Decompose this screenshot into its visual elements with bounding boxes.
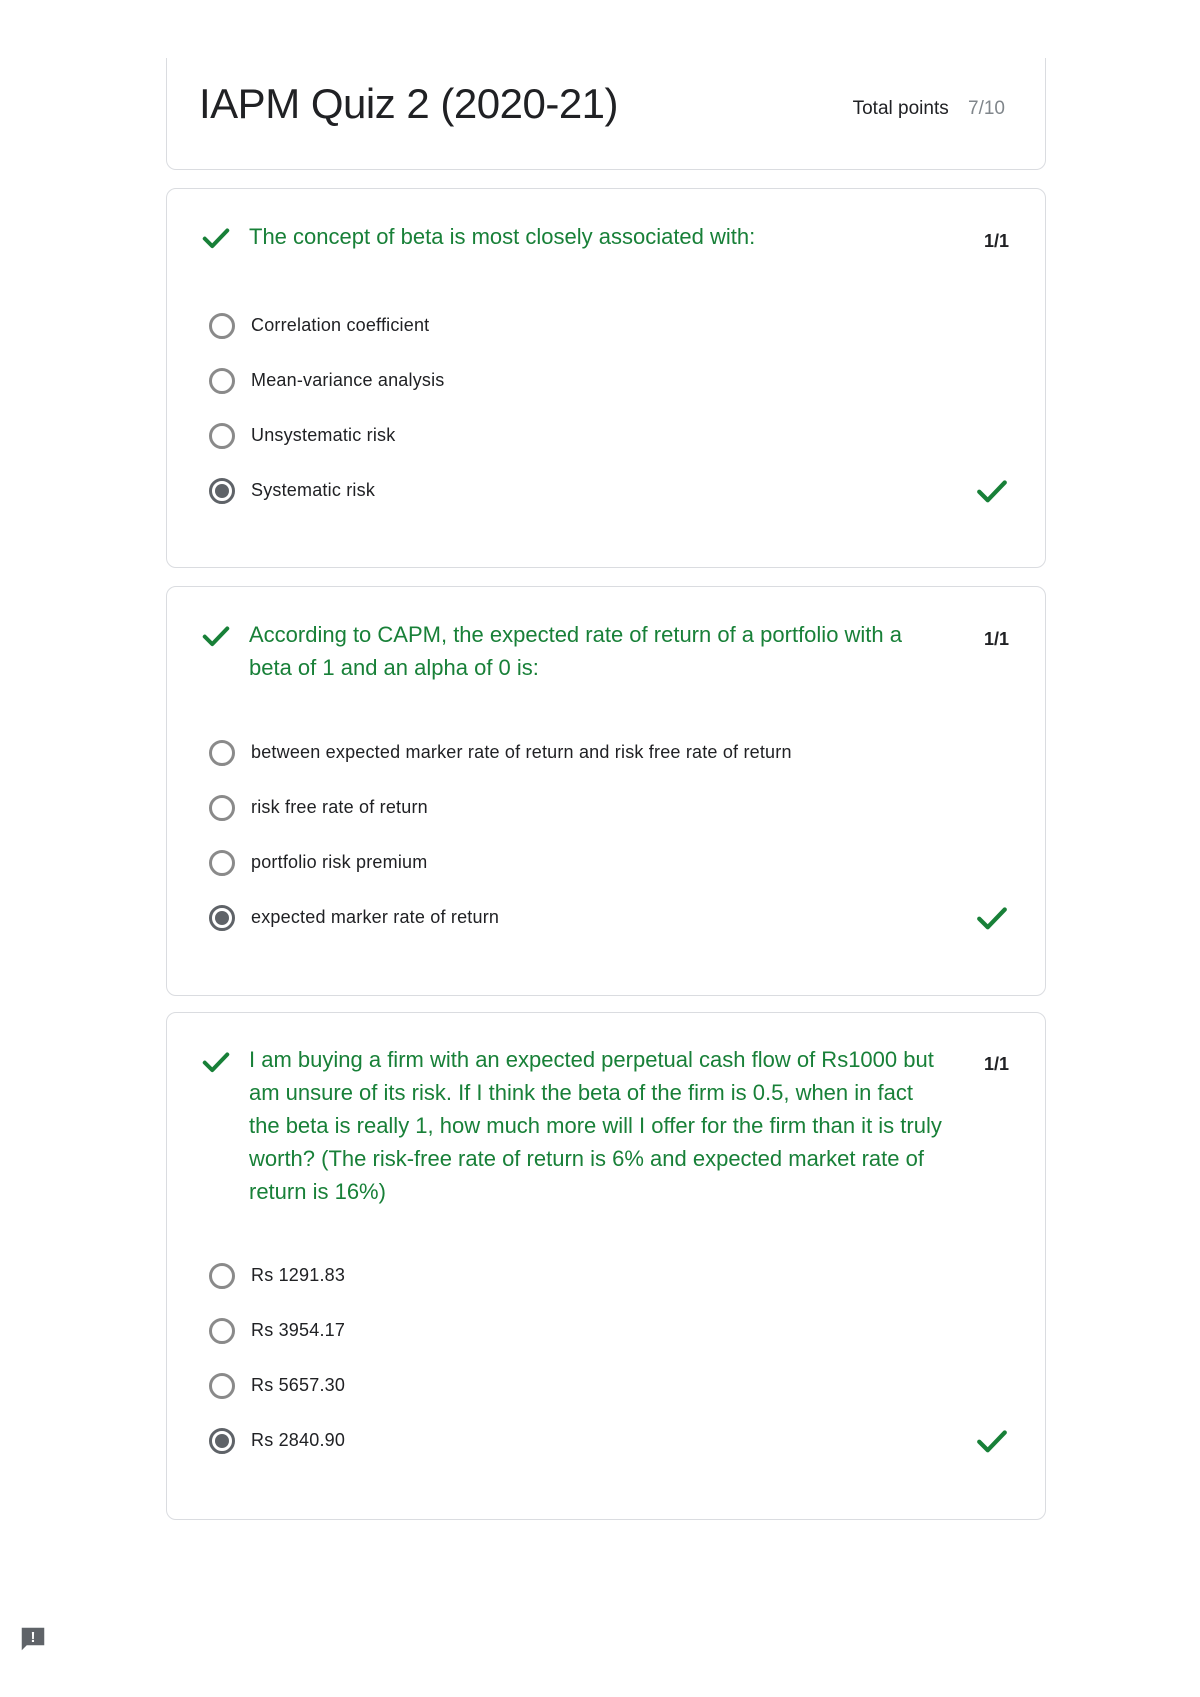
report-problem-icon[interactable] <box>18 1624 48 1654</box>
answer-option[interactable] <box>209 848 1009 884</box>
answer-option-label: expected marker rate of return <box>251 907 500 927</box>
question-score: 1/1 <box>983 231 1009 251</box>
radio-selected[interactable] <box>209 1428 235 1454</box>
correct-answer-checkmark-icon <box>975 474 1009 508</box>
question-score: 1/1 <box>983 629 1009 649</box>
answer-option-label: Rs 3954.17 <box>251 1320 346 1340</box>
answer-option-selected[interactable] <box>209 476 1009 512</box>
question-title: I am buying a firm with an expected perpetual cash flow of Rs1000 but am unsure of its risk. If I think the beta of the firm is 0.5, when in fact the beta is really 1, how much more will I offer for the firm than it is truly worth? (The risk-free rate of return is 6% and expected market rate of return is 16%) <box>249 1047 942 1204</box>
radio-selected[interactable] <box>209 905 235 931</box>
radio-unselected[interactable] <box>209 795 235 821</box>
answer-option[interactable] <box>209 793 1009 829</box>
answer-option-selected[interactable] <box>209 903 1009 939</box>
question-card-2 <box>166 586 1046 996</box>
radio-unselected[interactable] <box>209 1263 235 1289</box>
quiz-title: IAPM Quiz 2 (2020-21) <box>199 80 619 127</box>
answer-option[interactable] <box>209 738 1009 774</box>
radio-unselected[interactable] <box>209 1318 235 1344</box>
answer-option[interactable] <box>209 421 1009 457</box>
answer-option-label: Unsystematic risk <box>251 425 396 445</box>
answer-option-label: Correlation coefficient <box>251 315 430 335</box>
question-title: The concept of beta is most closely associated with: <box>249 224 756 249</box>
radio-unselected[interactable] <box>209 850 235 876</box>
answer-option-selected[interactable] <box>209 1426 1009 1462</box>
answer-option-label: risk free rate of return <box>251 797 428 817</box>
radio-selected[interactable] <box>209 478 235 504</box>
radio-unselected[interactable] <box>209 740 235 766</box>
answer-option-label: Rs 1291.83 <box>251 1265 346 1285</box>
answer-option[interactable] <box>209 366 1009 402</box>
answer-option[interactable] <box>209 1261 1009 1297</box>
radio-unselected[interactable] <box>209 1373 235 1399</box>
correct-answer-checkmark-icon <box>975 901 1009 935</box>
correct-checkmark-icon <box>201 621 231 651</box>
total-points-label: Total points <box>852 98 949 119</box>
quiz-header-card <box>166 58 1046 170</box>
question-card-1 <box>166 188 1046 568</box>
correct-answer-checkmark-icon <box>975 1424 1009 1458</box>
radio-unselected[interactable] <box>209 423 235 449</box>
answer-option-label: Mean-variance analysis <box>251 370 445 390</box>
total-points-value: 7/10 <box>968 98 1005 119</box>
answer-option-label: Rs 2840.90 <box>251 1430 346 1450</box>
answer-option-label: Rs 5657.30 <box>251 1375 346 1395</box>
radio-unselected[interactable] <box>209 368 235 394</box>
question-card-3 <box>166 1012 1046 1520</box>
answer-option[interactable] <box>209 311 1009 347</box>
correct-checkmark-icon <box>201 223 231 253</box>
report-problem-glyph: ! <box>30 1629 36 1647</box>
answer-option-label: between expected marker rate of return and risk free rate of return <box>251 742 792 762</box>
answer-option-label: Systematic risk <box>251 480 376 500</box>
answer-option[interactable] <box>209 1316 1009 1352</box>
question-title: According to CAPM, the expected rate of return of a portfolio with a beta of 1 and an alpha of 0 is: <box>249 622 903 680</box>
question-score: 1/1 <box>983 1054 1009 1074</box>
answer-option[interactable] <box>209 1371 1009 1407</box>
radio-unselected[interactable] <box>209 313 235 339</box>
answer-option-label: portfolio risk premium <box>251 852 428 872</box>
total-points <box>853 98 1005 120</box>
correct-checkmark-icon <box>201 1047 231 1077</box>
